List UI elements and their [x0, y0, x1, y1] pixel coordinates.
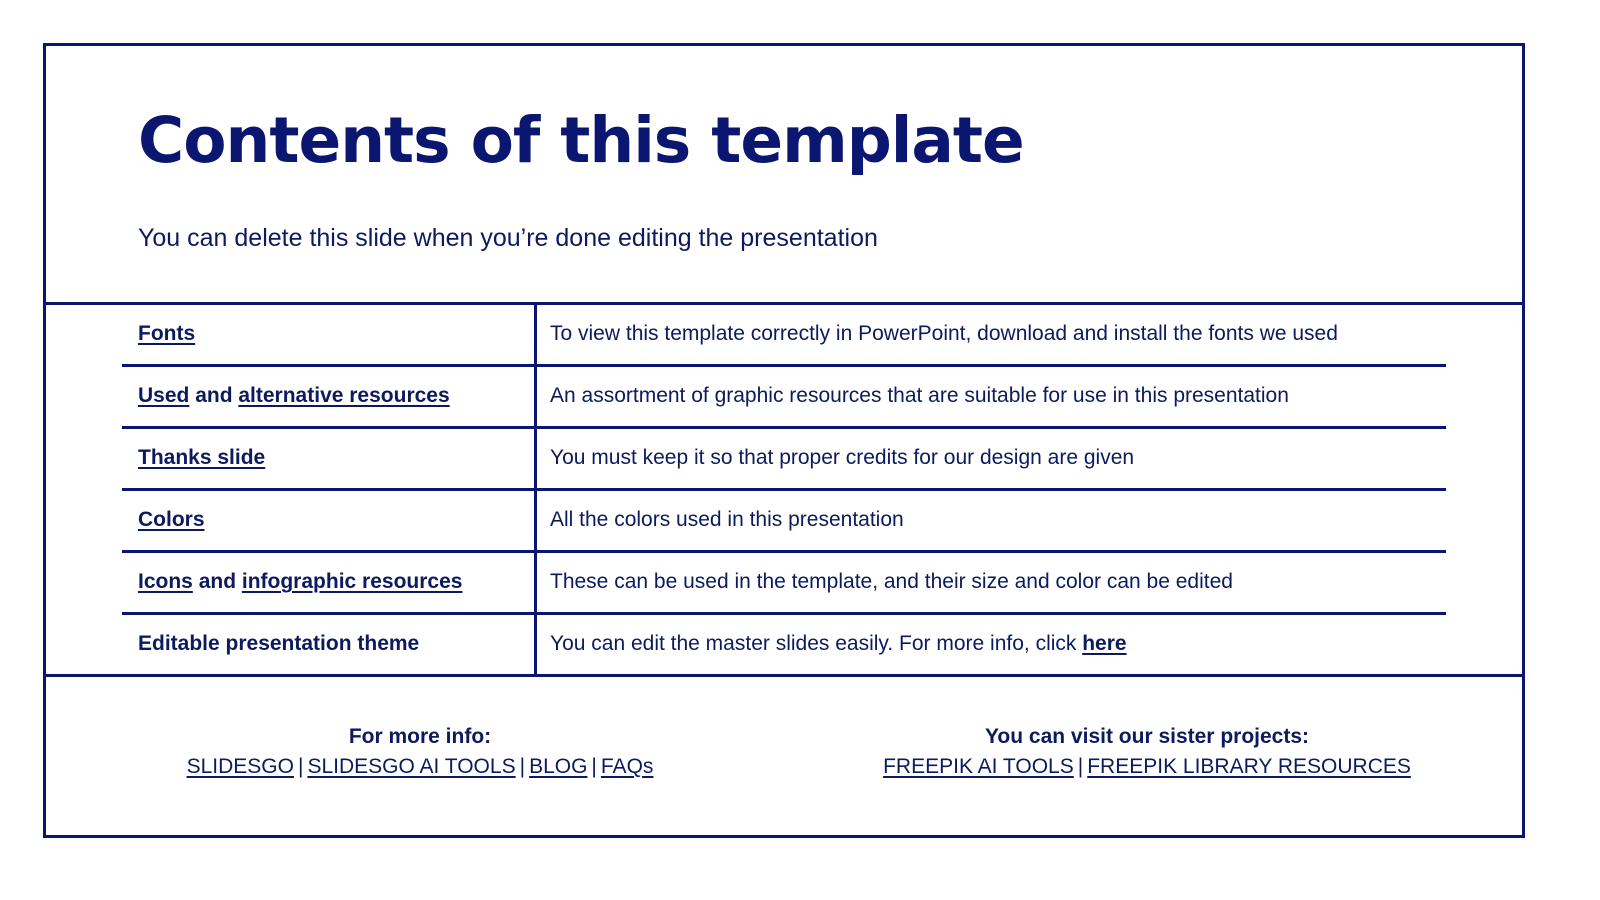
link-alternative-resources[interactable]: alternative resources: [238, 384, 450, 407]
footer-link-slidesgo[interactable]: SLIDESGO: [186, 755, 294, 778]
row-divider: [122, 488, 1446, 491]
link-here[interactable]: here: [1082, 632, 1127, 655]
table-cell-left: [138, 570, 462, 594]
cell-text: You can edit the master slides easily. For more info, click: [550, 632, 1083, 655]
cell-text: These can be used in the template, and their size and color can be edited: [550, 570, 1233, 593]
link-colors[interactable]: Colors: [138, 508, 205, 531]
table-cell-right: [550, 384, 1289, 408]
table-cell-left: [138, 632, 419, 656]
link-separator: |: [519, 755, 526, 778]
link-icons[interactable]: Icons: [138, 570, 193, 593]
slide-title: Contents of this template: [138, 104, 1024, 177]
link-separator: |: [591, 755, 597, 778]
footer-more-info: [120, 722, 720, 782]
footer-link-freepik-library-resources[interactable]: FREEPIK LIBRARY RESOURCES: [1087, 755, 1411, 778]
table-cell-right: [550, 570, 1233, 594]
table-cell-right: [550, 508, 904, 532]
footer-sister-projects: [847, 722, 1447, 782]
table-cell-right: [550, 632, 1127, 656]
table-cell-left: [138, 322, 195, 346]
link-separator: |: [297, 755, 304, 778]
row-divider: [122, 612, 1446, 615]
cell-text: and: [192, 570, 242, 593]
table-cell-left: [138, 446, 265, 470]
link-infographic-resources[interactable]: infographic resources: [241, 570, 463, 593]
cell-text: All the colors used in this presentation: [550, 508, 904, 531]
row-divider: [122, 364, 1446, 367]
table-cell-left: [138, 508, 205, 532]
cell-text: and: [189, 384, 239, 407]
footer-link-blog[interactable]: BLOG: [529, 755, 588, 778]
footer-sister-projects-heading: You can visit our sister projects:: [984, 725, 1310, 748]
footer-sister-projects-links: [847, 752, 1447, 782]
link-thanks-slide[interactable]: Thanks slide: [138, 446, 266, 469]
table-bottom-border: [43, 674, 1525, 677]
footer-link-faqs[interactable]: FAQs: [600, 755, 654, 778]
cell-text: To view this template correctly in PowerPoint, download and install the fonts we used: [550, 322, 1338, 345]
cell-text: An assortment of graphic resources that are suitable for use in this presentation: [550, 384, 1289, 407]
slide-subtitle: You can delete this slide when you’re done editing the presentation: [138, 224, 878, 252]
footer-link-slidesgo-ai-tools[interactable]: SLIDESGO AI TOOLS: [307, 755, 516, 778]
footer-link-freepik-ai-tools[interactable]: FREEPIK AI TOOLS: [883, 755, 1074, 778]
row-divider: [122, 550, 1446, 553]
cell-text: You must keep it so that proper credits for our design are given: [550, 446, 1135, 469]
table-cell-right: [550, 446, 1134, 470]
cell-text: Editable presentation theme: [138, 632, 420, 655]
footer-more-info-links: [120, 752, 720, 782]
table-cell-left: [138, 384, 450, 408]
row-divider: [122, 426, 1446, 429]
link-used[interactable]: Used: [138, 384, 190, 407]
column-divider: [534, 302, 537, 676]
table-top-border: [43, 302, 1525, 305]
footer-more-info-heading: For more info:: [348, 725, 492, 748]
link-fonts[interactable]: Fonts: [138, 322, 196, 345]
link-separator: |: [1077, 755, 1084, 778]
table-cell-right: [550, 322, 1338, 346]
